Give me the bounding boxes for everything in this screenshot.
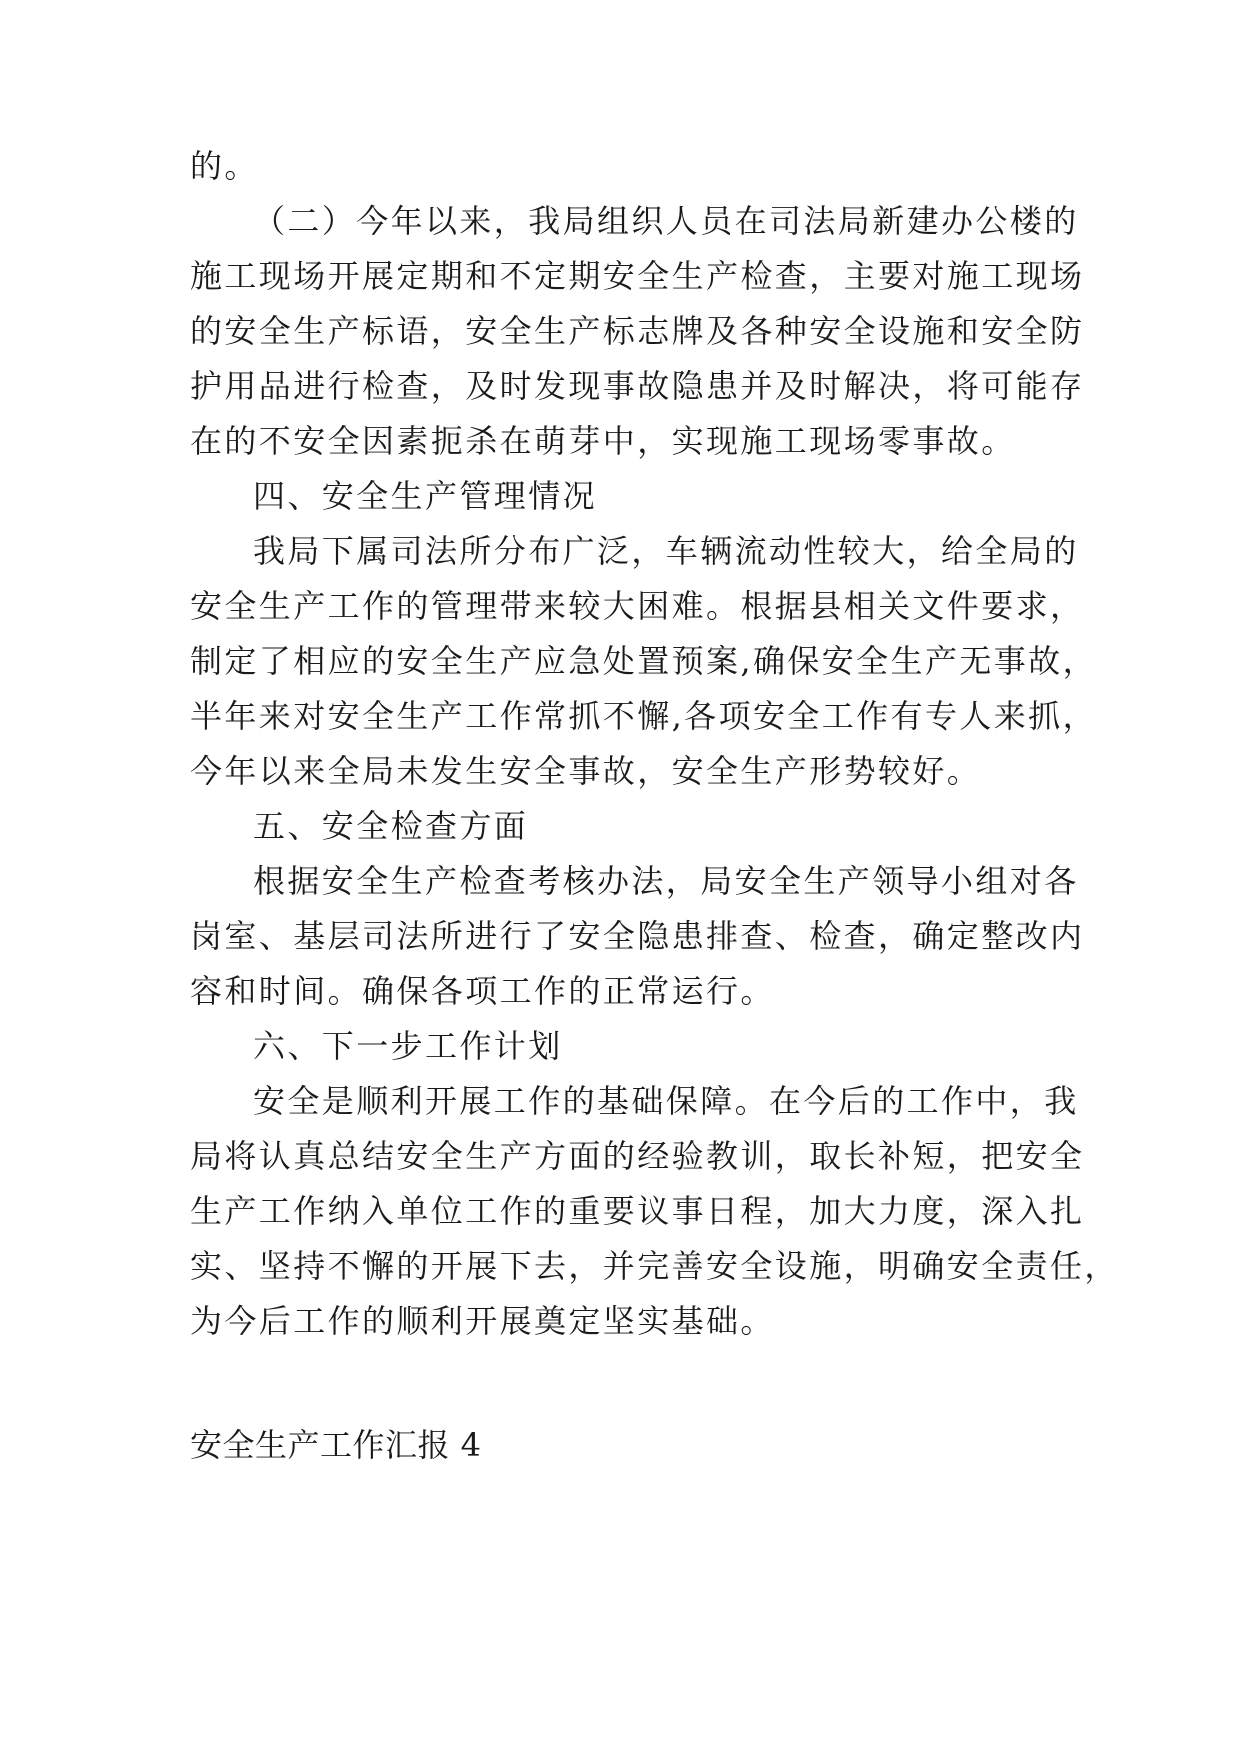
text-line: 生产工作纳入单位工作的重要议事日程，加大力度，深入扎 (190, 1192, 1085, 1230)
text-line: 半年来对安全生产工作常抓不懈,各项安全工作有专人来抓， (190, 697, 1097, 735)
text-line: 今年以来全局未发生安全事故，安全生产形势较好。 (190, 752, 982, 790)
text-line: 岗室、基层司法所进行了安全隐患排查、检查，确定整改内 (190, 917, 1085, 955)
text-line: 的安全生产标语，安全生产标志牌及各种安全设施和安全防 (190, 312, 1085, 350)
text-line: 根据安全生产检查考核办法，局安全生产领导小组对各 (253, 862, 1079, 900)
text-line: 安全生产工作的管理带来较大困难。根据县相关文件要求， (190, 587, 1085, 625)
text-line: 为今后工作的顺利开展奠定坚实基础。 (190, 1302, 775, 1340)
text-line: 制定了相应的安全生产应急处置预案,确保安全生产无事故， (190, 642, 1097, 680)
text-line: 局将认真总结安全生产方面的经验教训，取长补短，把安全 (190, 1137, 1085, 1175)
text-line: 护用品进行检查，及时发现事故隐患并及时解决，将可能存 (190, 367, 1085, 405)
text-line: 我局下属司法所分布广泛，车辆流动性较大，给全局的 (253, 532, 1079, 570)
text-line: 安全是顺利开展工作的基础保障。在今后的工作中，我 (253, 1082, 1079, 1120)
section-heading: 六、下一步工作计划 (253, 1027, 563, 1065)
section-heading: 五、安全检查方面 (253, 807, 529, 845)
text-line: 施工现场开展定期和不定期安全生产检查，主要对施工现场 (190, 257, 1085, 295)
next-report-title: 安全生产工作汇报 4 (190, 1426, 482, 1464)
text-line: 实、坚持不懈的开展下去，并完善安全设施，明确安全责任， (190, 1247, 1119, 1285)
text-line: （二）今年以来，我局组织人员在司法局新建办公楼的 (253, 202, 1079, 240)
text-line: 的。 (190, 147, 259, 185)
text-line: 容和时间。确保各项工作的正常运行。 (190, 972, 775, 1010)
text-line: 在的不安全因素扼杀在萌芽中，实现施工现场零事故。 (190, 422, 1016, 460)
section-heading: 四、安全生产管理情况 (253, 477, 598, 515)
